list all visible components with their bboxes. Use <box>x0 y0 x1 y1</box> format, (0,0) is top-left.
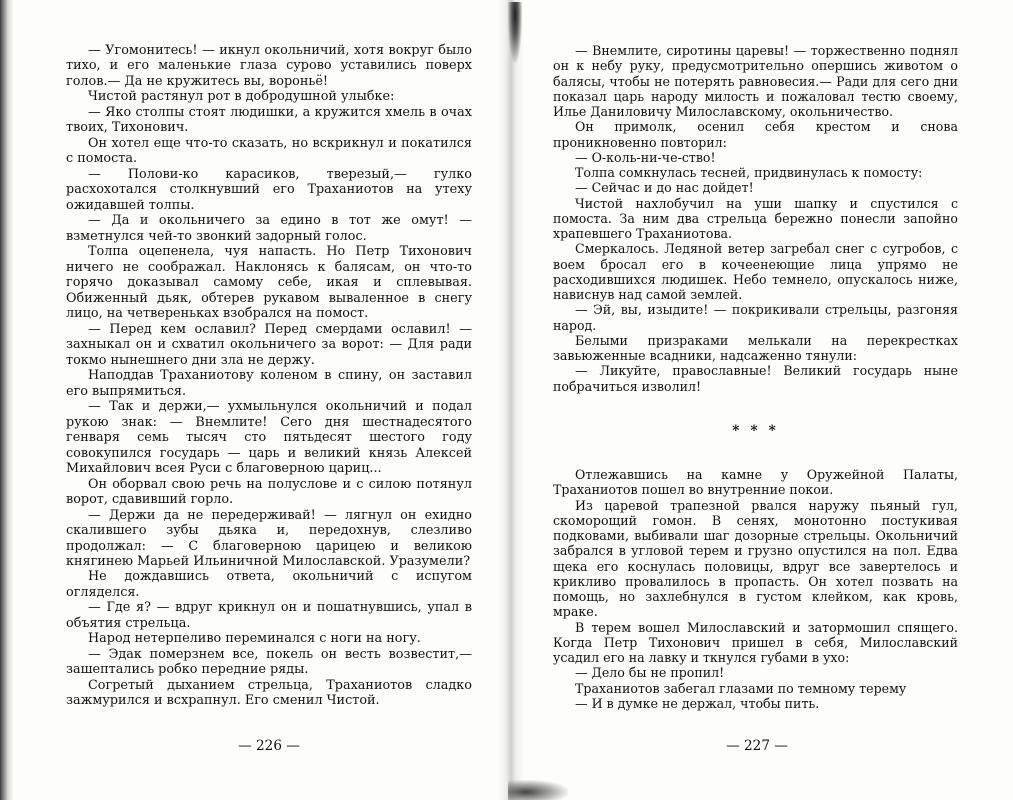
paragraph: Чистой растянул рот в добродушной улыбке: <box>88 89 395 105</box>
scan-smudge <box>508 780 568 800</box>
book-gutter <box>498 0 524 800</box>
right-page-text <box>553 43 958 711</box>
paragraph: Толпа оцепенела, чуя напасть. Но Петр Тихонович ничего не соображал. Наклонясь к балясам, он что-то горячо доказывал самому себе, икая и сплевывая. Обиженный дьяк, обтерев рукавом вываленное в снегу лицо, на четвереньках взобрался на помост. <box>66 244 472 322</box>
paragraph: — О-коль-ни-че-ство! <box>575 149 716 165</box>
paragraph: — Где я? — вдруг крикнул он и пошатнувшись, упал в объятия стрельца. <box>66 600 472 631</box>
paragraph: — Эй, вы, изыдите! — покрикивали стрельцы, разгоняя народ. <box>553 302 958 333</box>
paragraph: Он примолк, осенил себя крестом и снова проникновенно повторил: <box>553 119 958 150</box>
paragraph: — Да и окольничего за едино в тот же омут! — взметнулся чей-то звонкий задорный голос. <box>66 213 472 244</box>
paragraph: В терем вошел Милославский и затормошил спящего. Когда Петр Тихонович пришел в себя, Милославский усадил его на лавку и ткнулся губами в ухо: <box>553 619 958 665</box>
paragraph: Он оборвал свою речь на полуслове и с силою потянул ворот, сдавивший горло. <box>66 476 472 508</box>
page-number-right: — 227 — <box>726 738 788 754</box>
page-number-left: — 226 — <box>238 738 300 754</box>
section-separator: * * * <box>732 422 779 439</box>
paragraph: — Угомонитесь! — икнул окольничий, хотя вокруг было тихо, и его маленькие глаза сурово уставились поверх голов.— Да не кружитесь вы, вороньё! <box>66 43 472 89</box>
scan-smudge <box>508 2 522 62</box>
paragraph: — Держи да не передерживай! — лягнул он ехидно скалившего зубы дьяка и, передохнув, слезливо продолжал: — С благоверною царицею и великою княгинею Марьей Ильиничной Милославской. Уразумели? <box>66 507 472 569</box>
left-page-text <box>66 43 472 709</box>
paragraph: — Полови-ко карасиков, тверезый,— гулко расхохотался столкнувший его Траханиотов на утеху ожидавшей толпы. <box>66 166 472 213</box>
paragraph: Отлежавшись на камне у Оружейной Палаты, Траханиотов пошел во внутренние покои. <box>553 467 958 498</box>
paragraph: Народ нетерпеливо переминался с ноги на ногу. <box>88 631 421 647</box>
paragraph: Он хотел еще что-то сказать, но вскрикнул и покатился с помоста. <box>66 135 472 167</box>
paragraph: — Перед кем ославил? Перед смердами ославил! — захныкал он и схватил окольничего за ворот: — Для ради токмо нынешнего дни зла не держу. <box>66 321 472 368</box>
paragraph: — Эдак померзнем все, покель он весть возвестит,— зашептались робко передние ряды. <box>66 646 472 678</box>
paragraph: — Ликуйте, православные! Великий государь ныне побрачиться изволил! <box>553 363 958 394</box>
paragraph: — Так и держи,— ухмыльнулся окольничий и подал рукою знак: — Внемлите! Сего дня шестнадесятого генваря семь тысяч сто пятьдесят шестого году совокупился государь — царь и великий князь Алексей Михайлович всея Руси с благоверною цариц... <box>66 399 472 477</box>
paragraph: — Дело бы не пропил! <box>575 665 725 681</box>
paragraph: Траханиотов забегал глазами по темному терему <box>575 680 907 696</box>
paragraph: Из царевой трапезной рвался наружу пьяный гул, скоморощий гомон. В сенях, монотонно постукивая подковами, выбивали шаг дозорные стрельцы. Окольничий забрался в угловой терем и грузно опустился на пол. Едва щека его коснулась половицы, вдруг все завертелось и крикливо провалилось в пропасть. Он хотел позвать на помощь, но захлебнулся в густом клейком, как кровь, мраке. <box>553 497 958 620</box>
paragraph: Смеркалось. Ледяной ветер загребал снег с сугробов, с воем бросал его в кочеенеющие лица упрямо не расходившихся людишек. Небо темнело, опускалось ниже, нависнув над самой землей. <box>553 241 958 302</box>
paragraph: Белыми призраками мелькали на перекрестках завьюженные всадники, надсаженно тянули: <box>553 332 958 363</box>
paragraph: Чистой нахлобучил на уши шапку и спустился с помоста. За ним два стрельца бережно понесли запойно храпевшего Траханиотова. <box>553 195 958 241</box>
paragraph: Наподдав Траханиотову коленом в спину, он заставил его выпрямиться. <box>66 368 472 399</box>
paragraph: Не дождавшись ответа, окольничий с испугом огляделся. <box>66 569 472 600</box>
paragraph: — Внемлите, сиротины царевы! — торжественно поднял он к небу руку, предусмотрительно опершись животом о балясы, чтобы не потерять равновесия.— Ради для сего дни показал царь народу милость и пожаловал тестю своему, Илье Даниловичу Милославскому, окольничество. <box>553 43 958 119</box>
paragraph: — Сейчас и до нас дойдет! <box>575 180 754 196</box>
paragraph: Толпа сомкнулась тесней, придвинулась к помосту: <box>575 165 923 180</box>
paragraph: — Яко столпы стоят людишки, а кружится хмель в очах твоих, Тихонович. <box>66 104 472 136</box>
paragraph: — И в думке не держал, чтобы пить. <box>575 695 820 711</box>
scan-binding-shadow <box>0 0 14 800</box>
paragraph: Согретый дыханием стрельца, Траханиотов сладко зажмурился и всхрапнул. Его сменил Чистой. <box>66 677 472 709</box>
